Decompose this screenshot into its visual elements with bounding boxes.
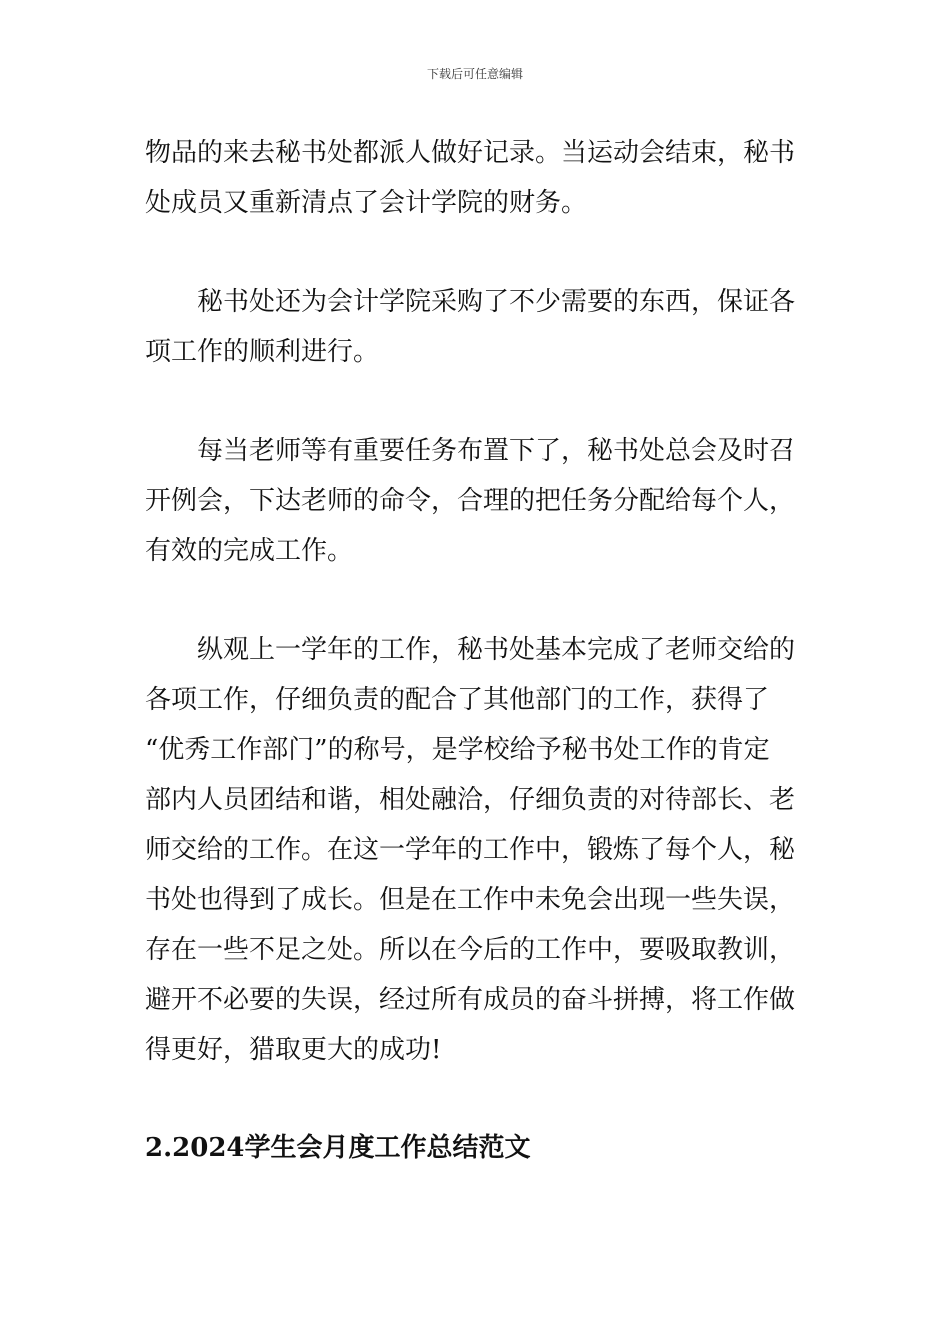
paragraph-line: 师交给的工作。在这一学年的工作中，锻炼了每个人，秘 <box>145 835 796 865</box>
paragraph-1 <box>145 128 810 228</box>
document-body <box>145 128 810 1173</box>
paragraph-line: 纵观上一学年的工作，秘书处基本完成了老师交给的 <box>197 635 796 665</box>
paragraph-4 <box>145 625 810 1075</box>
page-header: 下载后可任意编辑 <box>426 67 523 81</box>
paragraph-line: 处成员又重新清点了会计学院的财务。 <box>145 188 588 218</box>
paragraph-line: 得更好，猎取更大的成功! <box>145 1035 442 1065</box>
paragraph-line: 项工作的顺利进行。 <box>145 337 380 367</box>
paragraph-2 <box>145 277 810 377</box>
paragraph-line: “优秀工作部门”的称号，是学校给予秘书处工作的肯定 <box>145 735 770 765</box>
section-heading: 2.2024学生会月度工作总结范文 <box>145 1133 531 1163</box>
paragraph-line: 物品的来去秘书处都派人做好记录。当运动会结束，秘书 <box>145 138 796 168</box>
paragraph-line: 每当老师等有重要任务布置下了，秘书处总会及时召 <box>197 436 796 466</box>
paragraph-line: 避开不必要的失误，经过所有成员的奋斗拼搏，将工作做 <box>145 985 796 1015</box>
paragraph-line: 存在一些不足之处。所以在今后的工作中，要吸取教训， <box>145 935 796 965</box>
paragraph-line: 部内人员团结和谐，相处融洽，仔细负责的对待部长、老 <box>145 785 796 815</box>
paragraph-line: 有效的完成工作。 <box>145 536 354 566</box>
paragraph-line: 书处也得到了成长。但是在工作中未免会出现一些失误， <box>145 885 796 915</box>
paragraph-3 <box>145 426 810 576</box>
paragraph-line: 秘书处还为会计学院采购了不少需要的东西，保证各 <box>197 287 796 317</box>
paragraph-line: 各项工作，仔细负责的配合了其他部门的工作，获得了 <box>145 685 770 715</box>
paragraph-line: 开例会，下达老师的命令，合理的把任务分配给每个人， <box>145 486 796 516</box>
